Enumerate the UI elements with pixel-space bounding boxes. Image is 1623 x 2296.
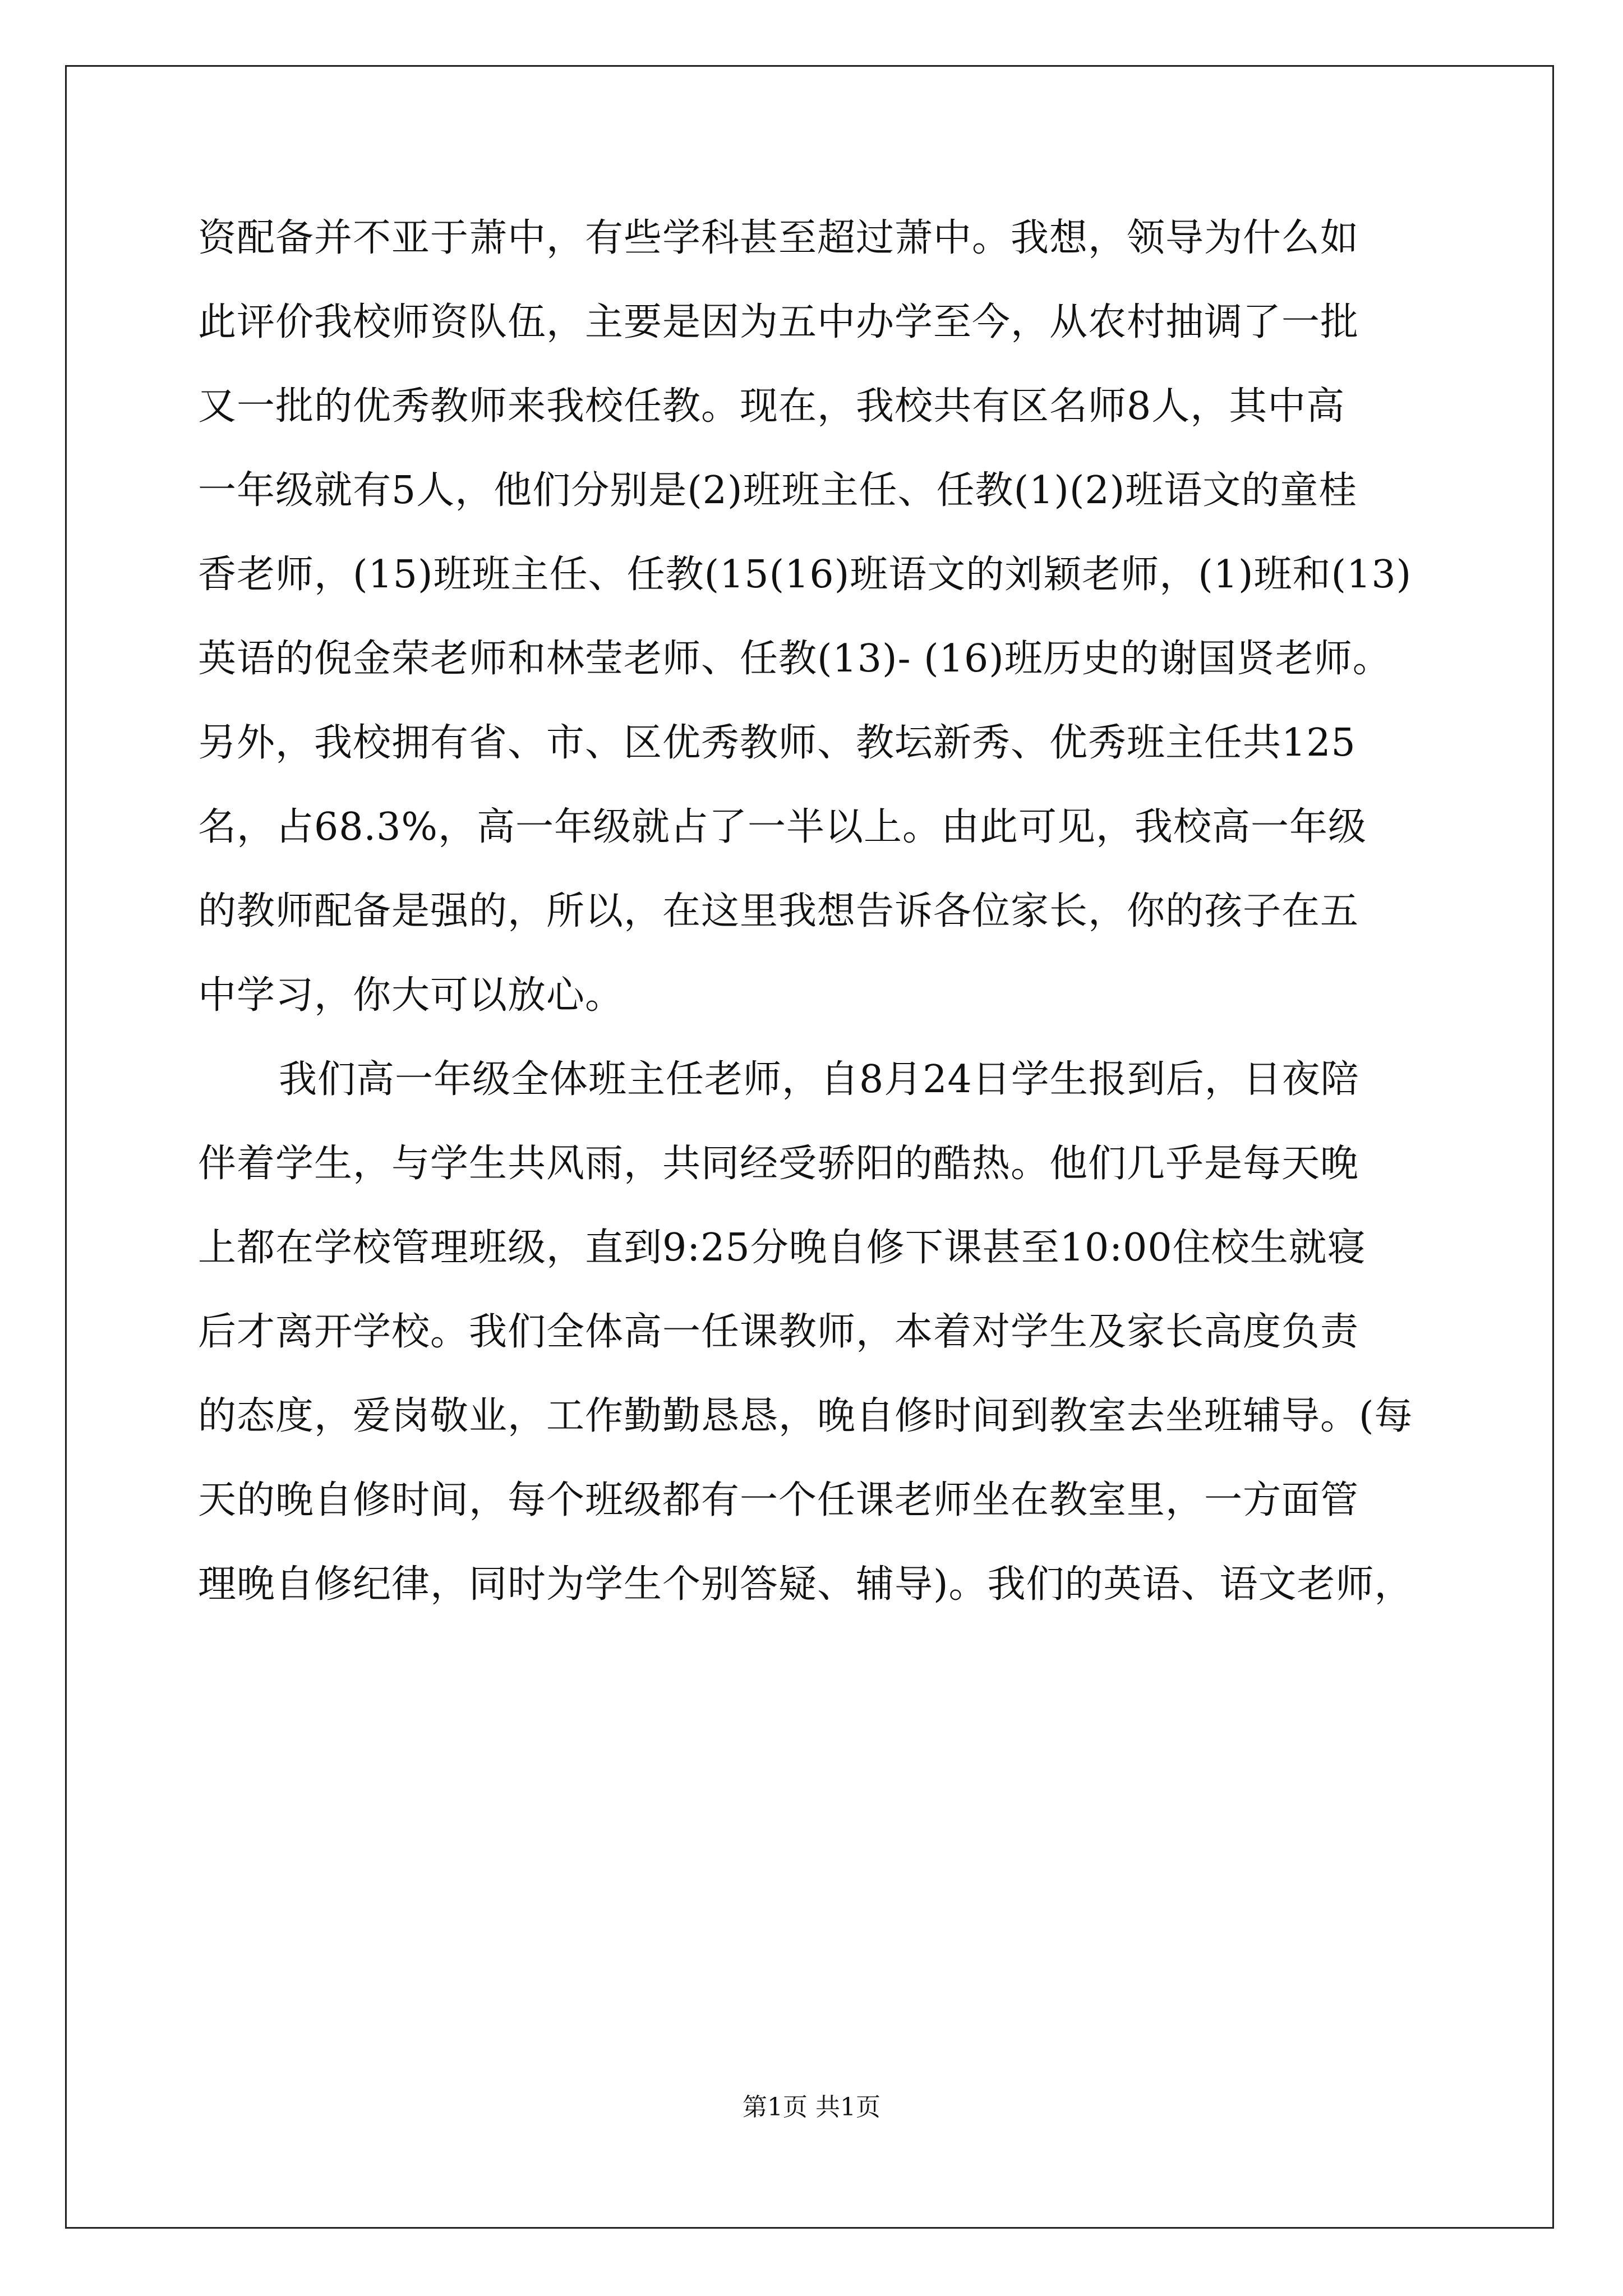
text-line: 一年级就有5人，他们分别是(2)班班主任、任教(1)(2)班语文的童桂 bbox=[198, 468, 1358, 513]
text-line: 另外，我校拥有省、市、区优秀教师、教坛新秀、优秀班主任共125 bbox=[198, 721, 1356, 765]
text-line: 伴着学生，与学生共风雨，共同经受骄阳的酷热。他们几乎是每天晚 bbox=[198, 1142, 1359, 1186]
text-line: 资配备并不亚于萧中，有些学科甚至超过萧中。我想，领导为什么如 bbox=[198, 216, 1359, 260]
text-line: 天的晚自修时间，每个班级都有一个任课老师坐在教室里，一方面管 bbox=[198, 1478, 1359, 1522]
page-footer: 第1页 共1页 bbox=[743, 2093, 880, 2122]
text-line: 的态度，爱岗敬业，工作勤勤恳恳，晚自修时间到教室去坐班辅导。(每 bbox=[198, 1394, 1413, 1438]
text-line: 又一批的优秀教师来我校任教。现在，我校共有区名师8人，其中高 bbox=[198, 384, 1345, 429]
text-line: 香老师，(15)班班主任、任教(15(16)班语文的刘颖老师，(1)班和(13) bbox=[198, 553, 1412, 597]
text-line: 名，占68.3%，高一年级就占了一半以上。由此可见，我校高一年级 bbox=[198, 805, 1367, 849]
text-line: 理晚自修纪律，同时为学生个别答疑、辅导)。我们的英语、语文老师， bbox=[198, 1562, 1413, 1607]
text-line: 此评价我校师资队伍，主要是因为五中办学至今，从农村抽调了一批 bbox=[198, 300, 1359, 344]
text-line: 我们高一年级全体班主任老师，自8月24日学生报到后，日夜陪 bbox=[279, 1057, 1359, 1102]
text-line: 的教师配备是强的，所以，在这里我想告诉各位家长，你的孩子在五 bbox=[198, 889, 1359, 933]
text-line: 后才离开学校。我们全体高一任课教师，本着对学生及家长高度负责 bbox=[198, 1310, 1359, 1354]
text-line: 英语的倪金荣老师和林莹老师、任教(13)- (16)班历史的谢国贤老师。 bbox=[198, 637, 1391, 681]
text-line: 上都在学校管理班级，直到9:25分晚自修下课甚至10:00住校生就寝 bbox=[198, 1226, 1366, 1270]
text-line: 中学习，你大可以放心。 bbox=[198, 973, 624, 1018]
